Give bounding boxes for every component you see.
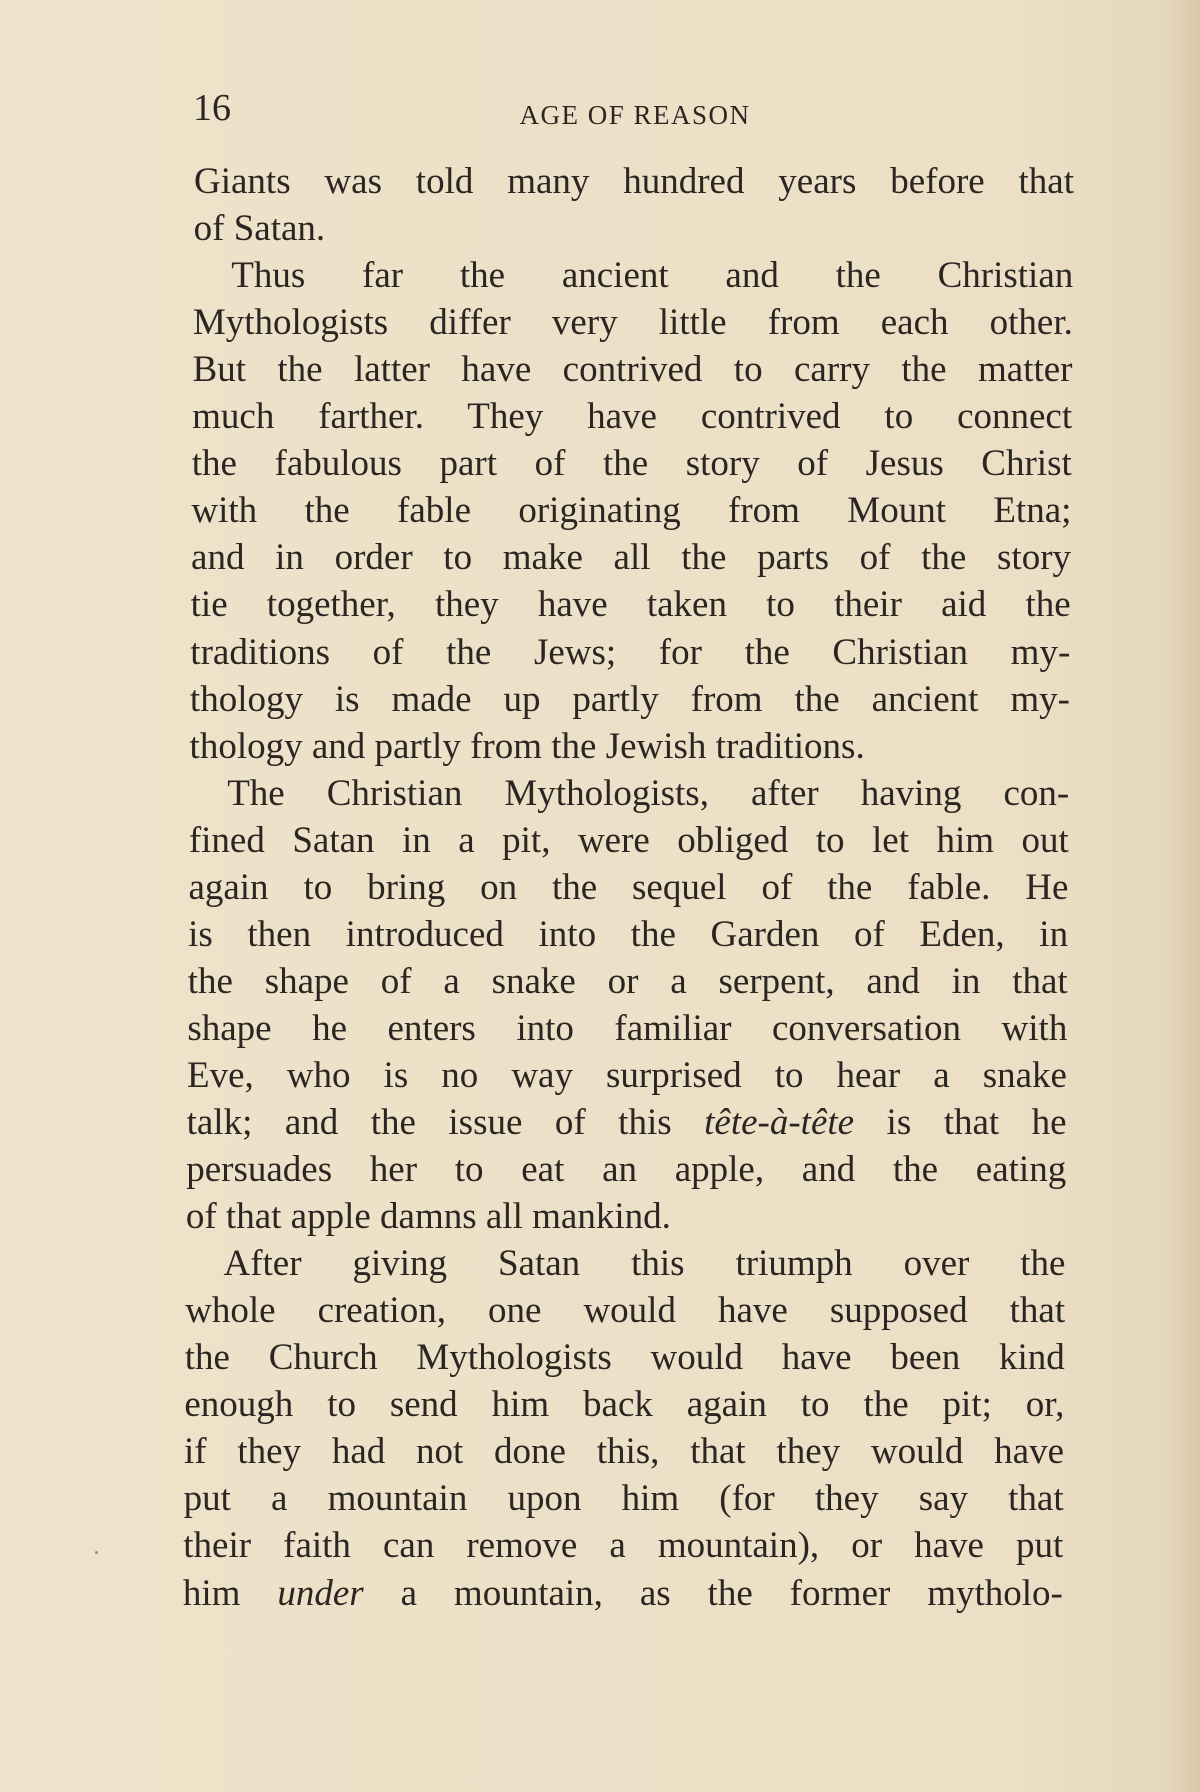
text-line <box>184 1430 1064 1474</box>
text-line <box>191 536 1071 580</box>
text-line <box>194 160 1074 204</box>
text-line <box>191 489 1071 533</box>
text-line <box>187 1007 1067 1051</box>
text-line <box>190 678 1070 722</box>
text-line <box>184 1477 1064 1521</box>
text-line <box>191 583 1071 627</box>
line-text: of that apple damns all mankind. <box>185 1196 671 1238</box>
line-text: put a mountain upon him (for they say that <box>183 1478 1064 1520</box>
italic-text: under <box>277 1572 364 1614</box>
line-text: thology and partly from the Jewish traditions. <box>189 725 865 767</box>
line-text: a mountain, as the former mytholo- <box>363 1572 1063 1614</box>
text-line <box>187 1101 1067 1145</box>
line-text: the Church Mythologists would have been kind <box>184 1337 1065 1379</box>
text-line <box>184 1383 1064 1427</box>
text-line <box>190 631 1070 675</box>
line-text: But the latter have contrived to carry the matter <box>192 349 1073 391</box>
line-text: is then introduced into the Garden of Eden, in <box>188 913 1069 955</box>
text-line <box>190 725 1070 769</box>
text-line <box>185 1336 1065 1380</box>
line-text: if they had not done this, that they would have <box>184 1431 1064 1473</box>
line-text: again to bring on the sequel of the fable. He <box>188 866 1069 908</box>
scan-speck <box>95 1551 98 1554</box>
text-line <box>193 301 1073 345</box>
line-text: talk; and the issue of this <box>186 1102 705 1143</box>
text-line <box>231 254 1073 298</box>
line-text: shape he enters into familiar conversation with <box>187 1007 1068 1049</box>
line-text: and in order to make all the parts of the story <box>191 537 1072 579</box>
page-number: 16 <box>193 87 231 129</box>
line-text: with the fable originating from Mount Etna; <box>191 490 1072 532</box>
line-text: whole creation, one would have supposed that <box>185 1290 1066 1332</box>
line-text: Mythologists differ very little from each other. <box>192 302 1073 344</box>
text-line <box>183 1572 1063 1616</box>
text-line <box>223 1242 1065 1286</box>
text-line <box>194 207 1074 251</box>
text-line <box>186 1195 1066 1239</box>
running-title: AGE OF REASON <box>519 100 751 130</box>
text-line <box>193 348 1073 392</box>
line-text: the shape of a snake or a serpent, and in that <box>187 960 1068 1002</box>
line-text: the fabulous part of the story of Jesus Christ <box>191 443 1072 485</box>
line-text: After giving Satan this triumph over the <box>223 1243 1066 1285</box>
line-text: Eve, who is no way surprised to hear a snake <box>186 1054 1067 1096</box>
line-text: The Christian Mythologists, after having con- <box>227 772 1070 814</box>
text-line <box>186 1148 1066 1192</box>
text-line <box>227 772 1069 816</box>
text-line <box>188 866 1068 910</box>
text-line <box>187 1054 1067 1098</box>
text-line <box>192 395 1072 439</box>
text-line <box>188 960 1068 1004</box>
line-text: enough to send him back again to the pit; or, <box>184 1384 1065 1426</box>
line-text: of Satan. <box>193 208 326 250</box>
line-text: their faith can remove a mountain), or have put <box>183 1525 1064 1567</box>
text-line <box>183 1524 1063 1568</box>
line-text: persuades her to eat an apple, and the eating <box>186 1149 1067 1191</box>
line-text: Thus far the ancient and the Christian <box>231 255 1074 297</box>
line-text: him <box>182 1572 278 1614</box>
text-line <box>189 819 1069 863</box>
line-text: fined Satan in a pit, were obliged to let him out <box>188 819 1069 861</box>
italic-text: tête-à-tête <box>704 1102 855 1143</box>
line-text: is that he <box>854 1102 1067 1143</box>
line-text: much farther. They have contrived to connect <box>192 396 1073 438</box>
line-text: Giants was told many hundred years before that <box>194 161 1074 202</box>
text-line <box>185 1289 1065 1333</box>
text-line <box>192 442 1072 486</box>
text-line <box>188 913 1068 957</box>
line-text: thology is made up partly from the ancient my- <box>189 678 1070 720</box>
line-text: traditions of the Jews; for the Christian my- <box>190 631 1071 673</box>
line-text: tie together, they have taken to their aid the <box>190 584 1071 626</box>
